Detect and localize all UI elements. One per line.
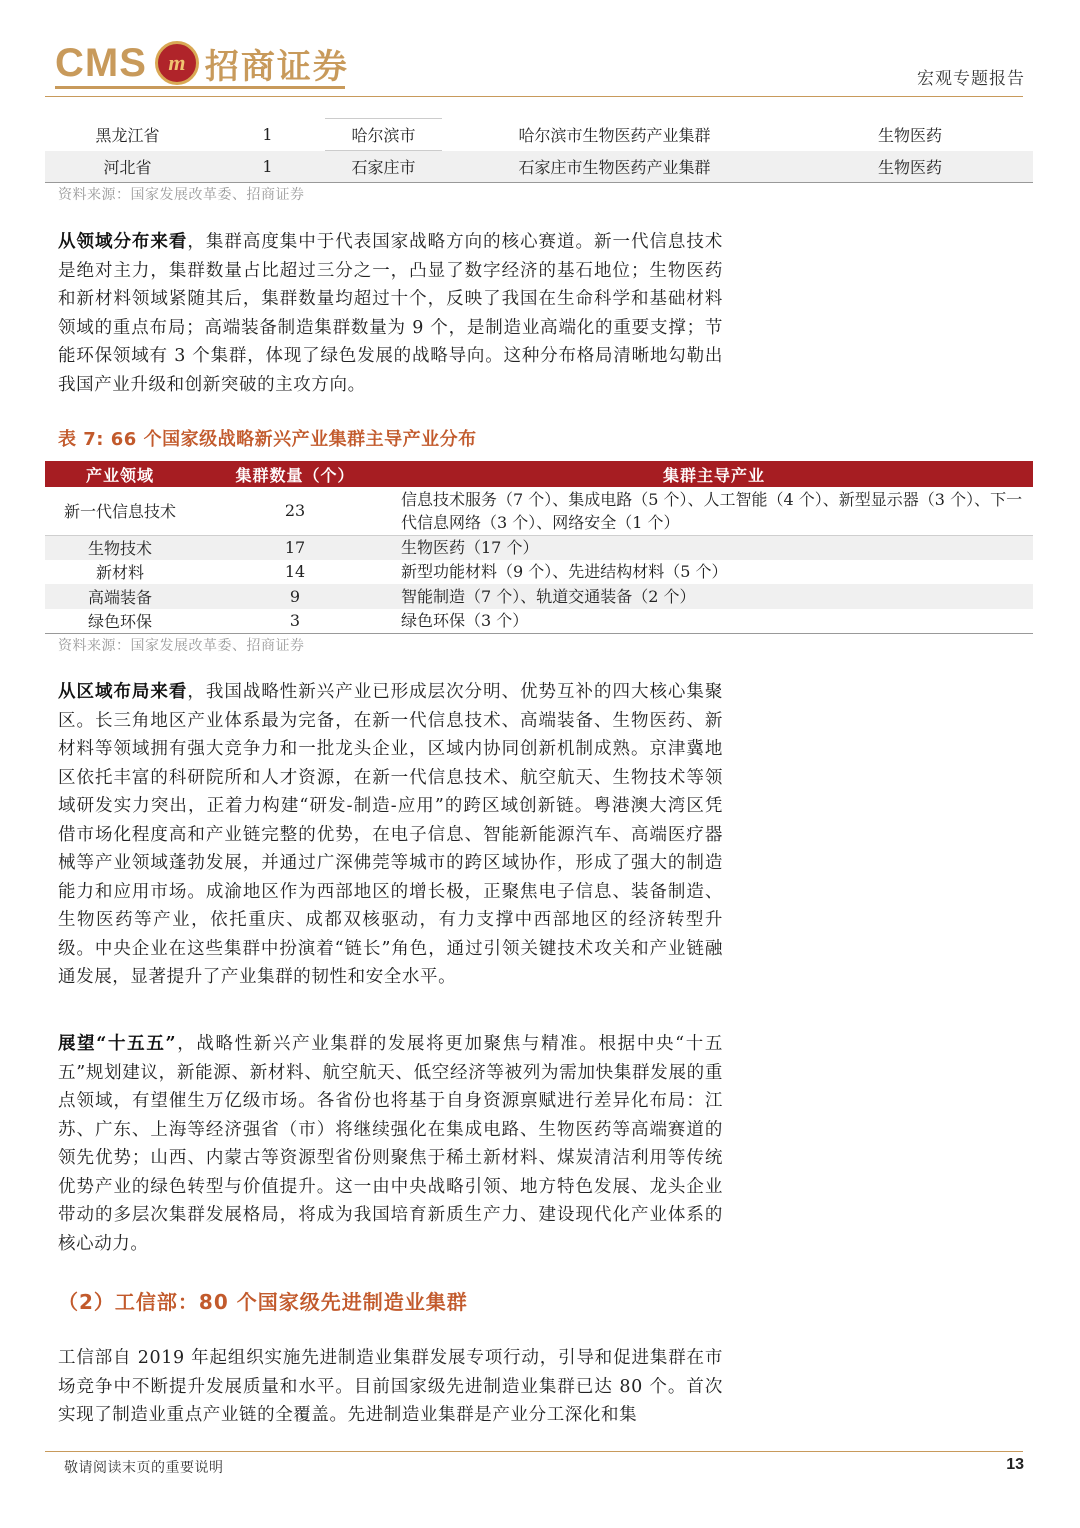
cms-logo: [55, 38, 349, 88]
table-cell: 生物医药: [787, 151, 1033, 183]
table-row: [45, 609, 1033, 634]
table-source: 资料来源：国家发展改革委、招商证券: [58, 638, 305, 654]
table-row: [45, 584, 1033, 609]
count-cell: 3: [195, 609, 395, 634]
field-cell: 新一代信息技术: [63, 502, 176, 522]
table-row: [45, 151, 1033, 183]
table-cell: 生物医药: [877, 126, 942, 145]
paragraph-lead: 展望“十五五”: [58, 1034, 177, 1054]
section-title: （2）工信部：80 个国家级先进制造业集群: [58, 1290, 468, 1314]
paragraph-outlook: [58, 1030, 723, 1258]
table-cell: 哈尔滨市: [325, 119, 442, 151]
table-source: 资料来源：国家发展改革委、招商证券: [58, 187, 305, 203]
table-row: [45, 119, 1033, 151]
table-cell: 哈尔滨市生物医药产业集群: [518, 126, 711, 145]
paragraph-lead: 从区域布局来看: [58, 682, 188, 702]
cluster-table-continued: [45, 118, 1033, 183]
count-cell: 14: [284, 562, 306, 582]
page-number: 13: [1006, 1456, 1024, 1473]
footer-note: 敬请阅读末页的重要说明: [64, 1460, 224, 1476]
paragraph-body: ，我国战略性新兴产业已形成层次分明、优势互补的四大核心集聚区。长三角地区产业体系最为完备，在新一代信息技术、高端装备、生物医药、新材料等领域拥有强大竞争力和一批龙头企业，区域内协同创新机制成熟。京津冀地区依托丰富的科研院所和人才资源，在新一代信息技术、航空航天、生物技术等领域研发实力突出，正着力构建“研发-制造-应用”的跨区域创新链。粤港澳大湾区凭借市场化程度高和产业链完整的优势，在电子信息、智能新能源汽车、高端医疗器械等产业领域蓬勃发展，并通过广深佛莞等城市的跨区域协作，形成了强大的制造能力和应用市场。成渝地区作为西部地区的增长极，正聚焦电子信息、装备制造、生物医药等产业，依托重庆、成都双核驱动，有力支撑中西部地区的经济转型升级。中央企业在这些集群中扮演着“链长”角色，通过引领关键技术攻关和产业链融通发展，显著提升了产业集群的韧性和安全水平。: [58, 682, 724, 987]
paragraph-body: ，集群高度集中于代表国家战略方向的核心赛道。新一代信息技术是绝对主力，集群数量占比超过三分之一，凸显了数字经济的基石地位；生物医药和新材料领域紧随其后，集群数量均超过十个，反映了我国在生命科学和基础材料领域的重点布局；高端装备制造集群数量为 9 个，是制造业高端化的重要支撑；节能环保领域有 3 个集群，体现了绿色发展的战略导向。这种分布格局清晰地勾勒出我国产业升级和创新突破的主攻方向。: [58, 232, 724, 395]
main-industry-cell: 信息技术服务（7 个）、集成电路（5 个）、人工智能（4 个）、新型显示器（3 个）、下一代信息网络（3 个）、网络安全（1 个）: [401, 489, 1023, 532]
table-row: [45, 535, 1033, 560]
header-divider: [45, 96, 1023, 97]
logo-cms-text: CMS: [55, 40, 147, 85]
paragraph-lead: 从领域分布来看: [58, 232, 188, 252]
table-row: [45, 560, 1033, 585]
header-main-industry: 集群主导产业: [395, 461, 1033, 487]
field-cell: 新材料: [95, 563, 144, 583]
footer-divider: [45, 1451, 1023, 1452]
table-row: [45, 487, 1033, 535]
table-header-row: [45, 461, 1033, 487]
table-cell: 黑龙江省: [95, 126, 160, 145]
count-cell: 17: [195, 535, 395, 560]
logo-cn-text: 招商证券: [204, 46, 349, 87]
count-cell: 23: [284, 501, 306, 521]
count-cell: 9: [195, 584, 395, 609]
logo-badge-icon: m: [155, 41, 199, 85]
field-cell: 生物技术: [45, 535, 195, 560]
main-industry-cell: 新型功能材料（9 个）、先进结构材料（5 个）: [401, 562, 728, 582]
page-header: [55, 38, 1025, 98]
main-industry-cell: 智能制造（7 个）、轨道交通装备（2 个）: [395, 584, 1033, 609]
paragraph-domain-distribution: [58, 228, 723, 399]
paragraph-miit: [58, 1344, 723, 1430]
paragraph-body: ，战略性新兴产业集群的发展将更加聚焦与精准。根据中央“十五五”规划建议，新能源、新材料、航空航天、低空经济等被列为需加快集群发展的重点领域，有望催生万亿级市场。各省份也将基于自身资源禀赋进行差异化布局：江苏、广东、上海等经济强省（市）将继续强化在集成电路、生物医药等高端赛道的领先优势；山西、内蒙古等资源型省份则聚焦于稀土新材料、煤炭清洁利用等传统优势产业的绿色转型与价值提升。这一由中央战略引领、地方特色发展、龙头企业带动的多层次集群发展格局，将成为我国培育新质生产力、建设现代化产业体系的核心动力。: [58, 1034, 723, 1254]
header-count: 集群数量（个）: [195, 461, 395, 487]
table-cell: 石家庄市: [325, 151, 442, 183]
table-cell: 1: [262, 125, 273, 144]
report-type: 宏观专题报告: [917, 69, 1025, 89]
paragraph-body: 工信部自 2019 年起组织实施先进制造业集群发展专项行动，引导和促进集群在市场竞争中不断提升发展质量和水平。目前国家级先进制造业集群已达 80 个。首次实现了制造业重点产业链的全覆盖。先进制造业集群是产业分工深化和集: [58, 1348, 723, 1425]
field-cell: 高端装备: [45, 584, 195, 609]
field-cell: 绿色环保: [45, 609, 195, 634]
industry-distribution-table: [45, 461, 1033, 634]
logo-underline: [55, 86, 345, 89]
table-cell: 1: [210, 151, 325, 183]
main-industry-cell: 绿色环保（3 个）: [395, 609, 1033, 634]
main-industry-cell: 生物医药（17 个）: [395, 535, 1033, 560]
paragraph-regional-layout: [58, 678, 723, 992]
header-field: 产业领域: [45, 461, 195, 487]
table-cell: 河北省: [45, 151, 210, 183]
table-title: 表 7: 66 个国家级战略新兴产业集群主导产业分布: [58, 429, 477, 450]
table-cell: 石家庄市生物医药产业集群: [442, 151, 787, 183]
